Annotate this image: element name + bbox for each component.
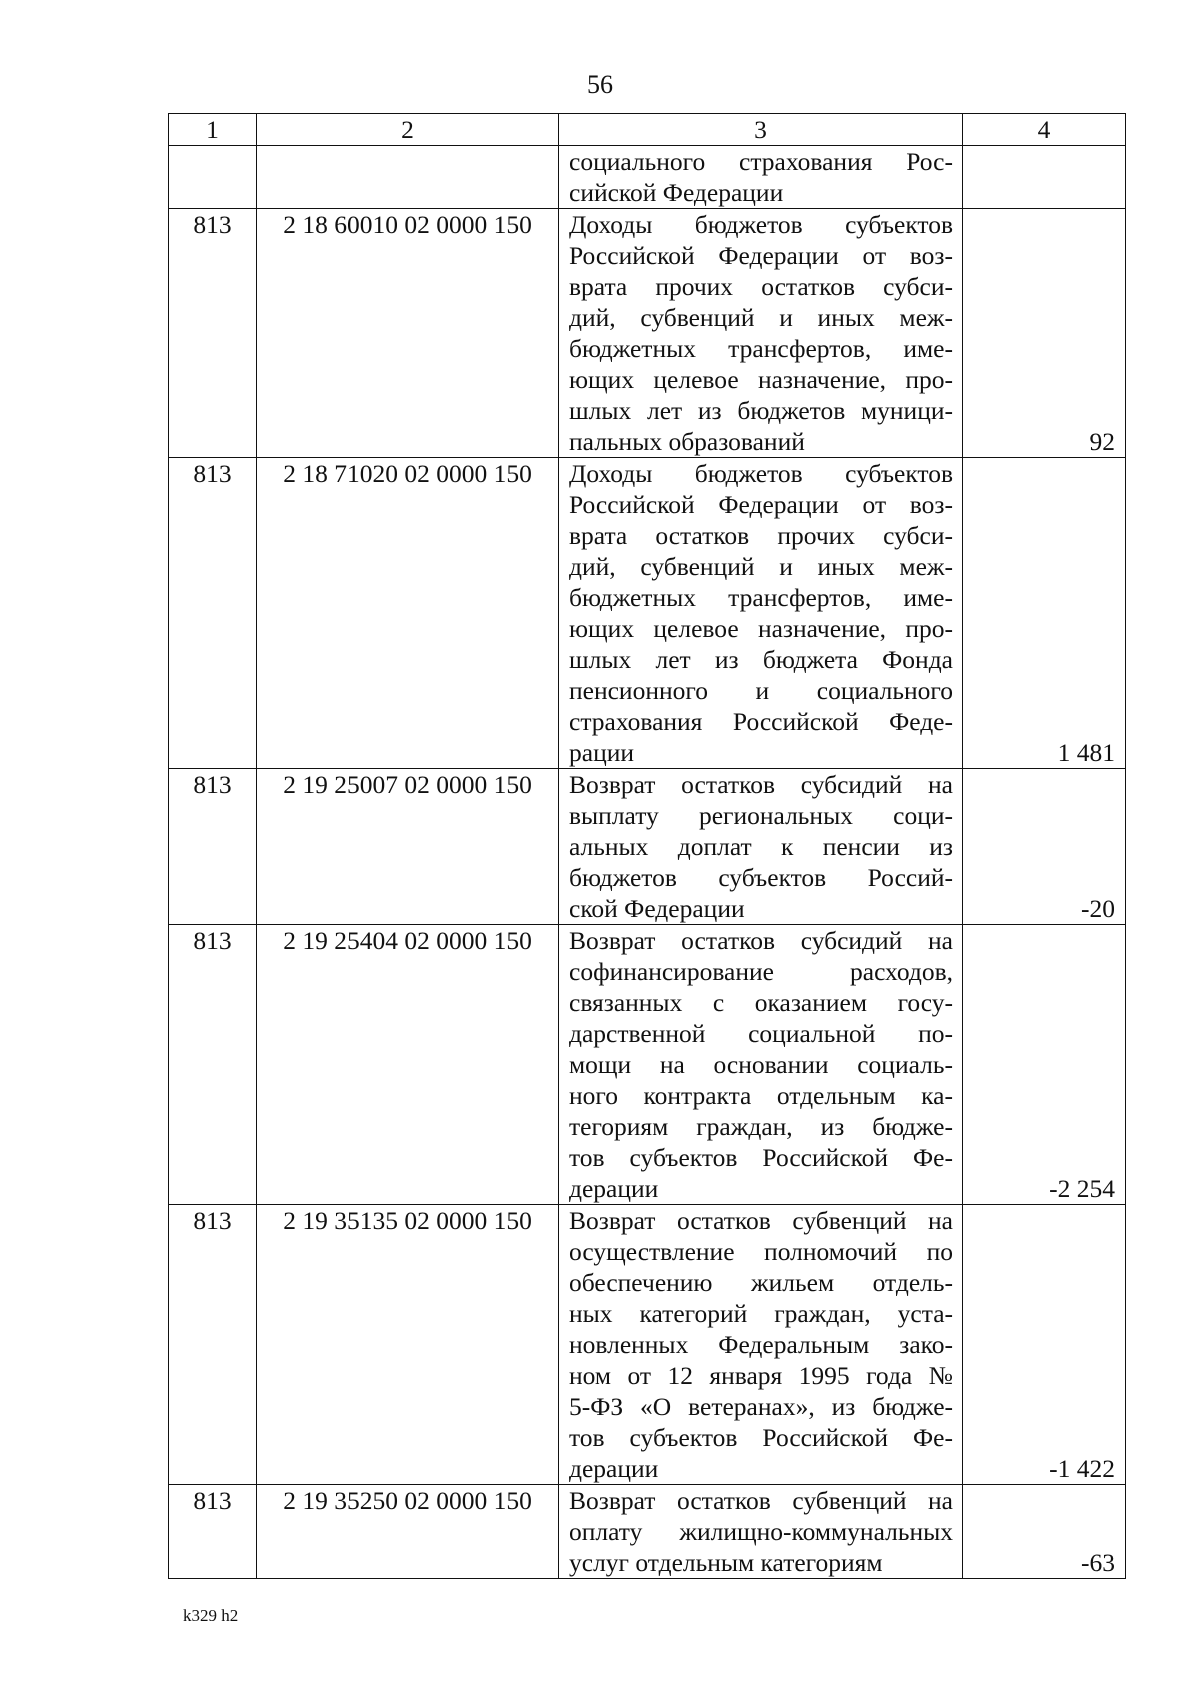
revenue-name-line: пенсионного и социального	[569, 676, 953, 705]
revenue-name-line: дарственной социальной по-	[569, 1019, 953, 1048]
table-row	[169, 458, 1126, 769]
revenue-name-line: дий, субвенций и иных меж-	[569, 552, 953, 581]
revenue-name-line: страхования Российской Феде-	[569, 707, 953, 736]
admin-code-cell: 813	[169, 209, 257, 458]
revenue-name-cell	[559, 146, 963, 209]
amount-cell: -2 254	[963, 925, 1126, 1205]
revenue-name-line: Российской Федерации от воз-	[569, 490, 953, 519]
revenue-name-line: обеспечению жильем отдель-	[569, 1268, 953, 1297]
revenue-name-line: врата остатков прочих субси-	[569, 521, 953, 550]
admin-code-cell: 813	[169, 769, 257, 925]
revenue-name-line: врата прочих остатков субси-	[569, 272, 953, 301]
budget-classification-code-cell	[257, 146, 559, 209]
revenue-name-line: выплату региональных соци-	[569, 801, 953, 830]
table-row	[169, 209, 1126, 458]
budget-classification-code-cell: 2 19 25007 02 0000 150	[257, 769, 559, 925]
budget-classification-code-cell: 2 18 71020 02 0000 150	[257, 458, 559, 769]
revenue-name-line: мощи на основании социаль-	[569, 1050, 953, 1079]
revenue-name-cell	[559, 925, 963, 1205]
budget-classification-code-cell: 2 19 35135 02 0000 150	[257, 1205, 559, 1485]
revenue-name-line: Возврат остатков субсидий на	[569, 926, 953, 955]
revenue-name-line: новленных Федеральным зако-	[569, 1330, 953, 1359]
table-row	[169, 146, 1126, 209]
revenue-name-line: Доходы бюджетов субъектов	[569, 210, 953, 239]
revenue-name-line: бюджетных трансфертов, име-	[569, 583, 953, 612]
column-header-3: 3	[559, 114, 963, 146]
revenue-name-line: ном от 12 января 1995 года №	[569, 1361, 953, 1390]
revenue-name-cell	[559, 458, 963, 769]
revenue-name-line: шлых лет из бюджетов муници-	[569, 396, 953, 425]
amount-cell: -63	[963, 1485, 1126, 1579]
revenue-name-line: альных доплат к пенсии из	[569, 832, 953, 861]
revenue-name-line: бюджетных трансфертов, име-	[569, 334, 953, 363]
column-header-2: 2	[257, 114, 559, 146]
revenue-name-line: ного контракта отдельным ка-	[569, 1081, 953, 1110]
revenue-name-line: оплату жилищно-коммунальных	[569, 1517, 953, 1546]
revenue-name-line: сийской Федерации	[569, 178, 784, 207]
revenue-name-line: тов субъектов Российской Фе-	[569, 1423, 953, 1452]
revenue-name-line: рации	[569, 738, 635, 767]
revenue-name-line: пальных образований	[569, 427, 805, 456]
budget-revenue-table	[168, 113, 1126, 1579]
table-row	[169, 1205, 1126, 1485]
admin-code-cell: 813	[169, 925, 257, 1205]
revenue-name-line: бюджетов субъектов Россий-	[569, 863, 953, 892]
table-row	[169, 1485, 1126, 1579]
table-row	[169, 769, 1126, 925]
budget-classification-code-cell: 2 18 60010 02 0000 150	[257, 209, 559, 458]
revenue-name-line: Возврат остатков субвенций на	[569, 1206, 953, 1235]
table-row	[169, 925, 1126, 1205]
revenue-name-line: Доходы бюджетов субъектов	[569, 459, 953, 488]
revenue-name-line: связанных с оказанием госу-	[569, 988, 953, 1017]
revenue-name-line: Возврат остатков субвенций на	[569, 1486, 953, 1515]
revenue-name-cell	[559, 209, 963, 458]
revenue-name-line: дерации	[569, 1174, 659, 1203]
revenue-name-line: ных категорий граждан, уста-	[569, 1299, 953, 1328]
revenue-name-line: социального страхования Рос-	[569, 147, 953, 176]
page-number: 56	[587, 70, 613, 99]
column-header-1: 1	[169, 114, 257, 146]
revenue-name-cell	[559, 1485, 963, 1579]
revenue-name-line: тов субъектов Российской Фе-	[569, 1143, 953, 1172]
admin-code-cell: 813	[169, 1485, 257, 1579]
revenue-name-line: Возврат остатков субсидий на	[569, 770, 953, 799]
revenue-name-line: осуществление полномочий по	[569, 1237, 953, 1266]
revenue-name-line: Российской Федерации от воз-	[569, 241, 953, 270]
revenue-name-line: ющих целевое назначение, про-	[569, 365, 953, 394]
table-header-row	[169, 114, 1126, 146]
admin-code-cell: 813	[169, 1205, 257, 1485]
revenue-name-line: шлых лет из бюджета Фонда	[569, 645, 953, 674]
budget-classification-code-cell: 2 19 25404 02 0000 150	[257, 925, 559, 1205]
revenue-name-line: услуг отдельным категориям	[569, 1548, 883, 1577]
amount-cell: -1 422	[963, 1205, 1126, 1485]
admin-code-cell	[169, 146, 257, 209]
revenue-name-line: 5-ФЗ «О ветеранах», из бюдже-	[569, 1392, 953, 1421]
revenue-name-line: дерации	[569, 1454, 659, 1483]
table-body	[169, 146, 1126, 1579]
revenue-name-line: ющих целевое назначение, про-	[569, 614, 953, 643]
column-header-4: 4	[963, 114, 1126, 146]
amount-cell: 1 481	[963, 458, 1126, 769]
revenue-name-line: тегориям граждан, из бюдже-	[569, 1112, 953, 1141]
admin-code-cell: 813	[169, 458, 257, 769]
budget-classification-code-cell: 2 19 35250 02 0000 150	[257, 1485, 559, 1579]
revenue-name-line: софинансирование расходов,	[569, 957, 953, 986]
document-footer-code: k329 h2	[183, 1606, 239, 1625]
revenue-name-cell	[559, 769, 963, 925]
revenue-name-line: дий, субвенций и иных меж-	[569, 303, 953, 332]
amount-cell: 92	[963, 209, 1126, 458]
amount-cell	[963, 146, 1126, 209]
revenue-name-cell	[559, 1205, 963, 1485]
revenue-name-line: ской Федерации	[569, 894, 745, 923]
amount-cell: -20	[963, 769, 1126, 925]
